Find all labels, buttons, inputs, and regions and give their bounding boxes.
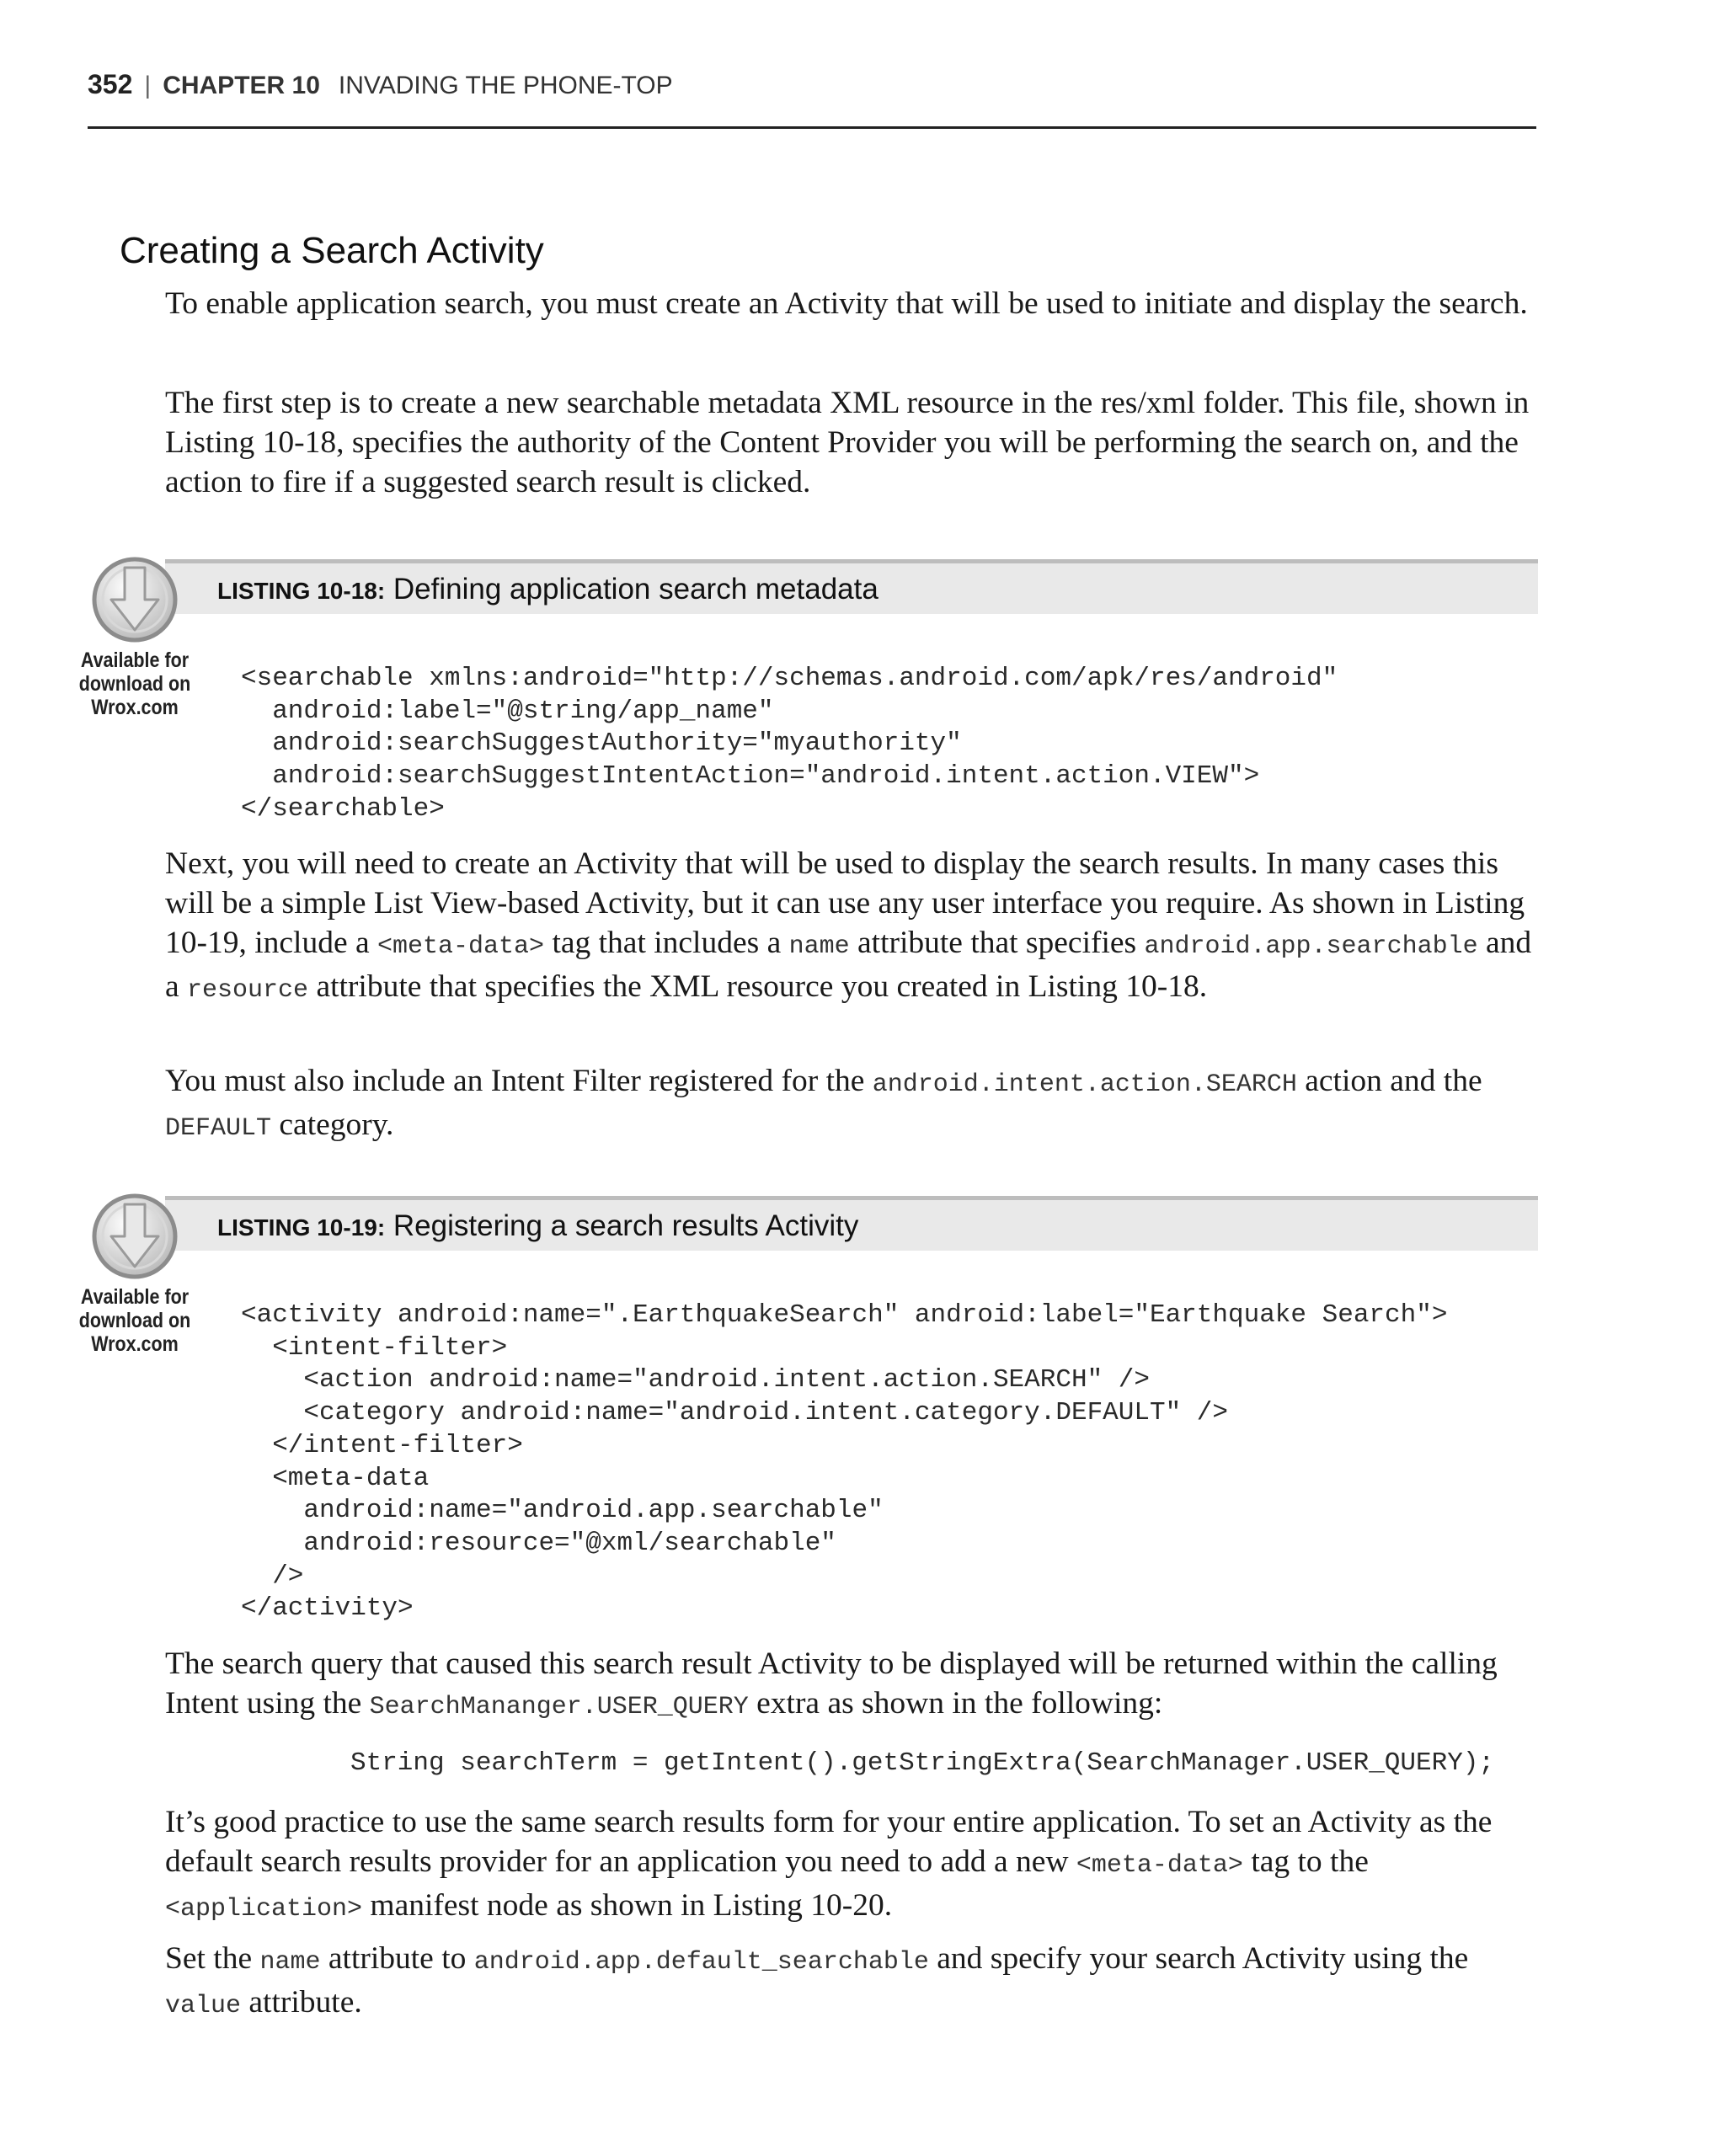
download-arrow-icon: [91, 556, 179, 643]
paragraph-name-attribute: Set the name attribute to android.app.default_searchable and specify your search Activity using the value attribute.: [165, 1941, 1469, 2020]
inline-code: SearchMananger.USER_QUERY: [369, 1693, 749, 1721]
code-snippet: String searchTerm = getIntent().getStringExtra(SearchManager.USER_QUERY);: [350, 1748, 1495, 1778]
inline-code: android.app.searchable: [1144, 932, 1478, 961]
listing-title: [217, 571, 879, 610]
paragraph-intro: To enable application search, you must create an Activity that will be used to initiate and display the search.: [165, 286, 1528, 321]
paragraph-first-step: The first step is to create a new searchable metadata XML resource in the res/xml folder. This file, shown in Listing 10-18, specifies the authority of the Content Provider you will be performing the search on, and the action to fire if a suggested search result is clicked.: [165, 386, 1530, 499]
running-header: [88, 66, 673, 104]
inline-code: <application>: [165, 1895, 363, 1924]
inline-code: value: [165, 1992, 242, 2020]
paragraph-search-results-activity: Next, you will need to create an Activity that will be used to display the search results. In many cases this will be a simple List View-based Activity, but it can use any user interface you require. As shown in Listing 10-19, include a <meta-data> tag that includes a name attribute that specifies android.app.searchable and a resource attribute that specifies the XML resource you created in Listing 10-18.: [165, 846, 1532, 1005]
inline-code: name: [259, 1948, 321, 1977]
paragraph-user-query: The search query that caused this search result Activity to be displayed will be returned within the calling Intent using the SearchMananger.USER_QUERY extra as shown in the following:: [165, 1646, 1498, 1721]
inline-code: name: [788, 932, 850, 961]
listing-label: LISTING 10-18:: [217, 578, 386, 604]
listing-title-text: Registering a search results Activity: [393, 1209, 859, 1242]
inline-code: resource: [187, 976, 309, 1005]
download-badge[interactable]: [67, 556, 202, 719]
paragraph-intent-filter: You must also include an Intent Filter registered for the android.intent.action.SEARCH action and the DEFAULT category.: [165, 1064, 1482, 1143]
chapter-label: CHAPTER 10: [163, 72, 320, 99]
inline-code: DEFAULT: [165, 1114, 272, 1143]
code-listing-10-18: <searchable xmlns:android="http://schemas.android.com/apk/res/android" android:label="@string/app_name" android:searchSuggestAuthority="myauthority" android:searchSuggestIntentAction="android.intent.action.VIEW"> </searchable>: [241, 664, 1338, 824]
section-heading: Creating a Search Activity: [120, 230, 544, 271]
chapter-title: INVADING THE PHONE-TOP: [338, 72, 673, 99]
header-rule: [88, 126, 1536, 129]
inline-code: android.app.default_searchable: [473, 1948, 929, 1977]
page-number: 352: [88, 69, 133, 99]
download-caption: Available for download on Wrox.com: [78, 648, 191, 719]
download-arrow-icon: [91, 1193, 179, 1280]
listing-label: LISTING 10-19:: [217, 1214, 386, 1241]
download-caption: Available for download on Wrox.com: [78, 1285, 191, 1356]
code-listing-10-19: <activity android:name=".EarthquakeSearch" android:label="Earthquake Search"> <intent-filter> <action android:name="android.intent.action.SEARCH" /> <category android:name="android.intent.category.DEFAULT" /> </intent-filter> <meta-data android:name="android.app.searchable" android:resource="@xml/searchable" /> </activity>: [241, 1300, 1448, 1624]
paragraph-default-search: It’s good practice to use the same search results form for your entire application. To set an Activity as the default search results provider for an application you need to add a new <meta-data> tag to the <application> manifest node as shown in Listing 10-20.: [165, 1805, 1493, 1924]
header-separator: |: [144, 72, 152, 99]
download-badge[interactable]: [67, 1193, 202, 1356]
listing-title-text: Defining application search metadata: [393, 573, 879, 606]
inline-code: android.intent.action.SEARCH: [872, 1070, 1297, 1099]
inline-code: <meta-data>: [377, 932, 545, 961]
inline-code: <meta-data>: [1076, 1851, 1243, 1880]
listing-title: [217, 1208, 858, 1246]
